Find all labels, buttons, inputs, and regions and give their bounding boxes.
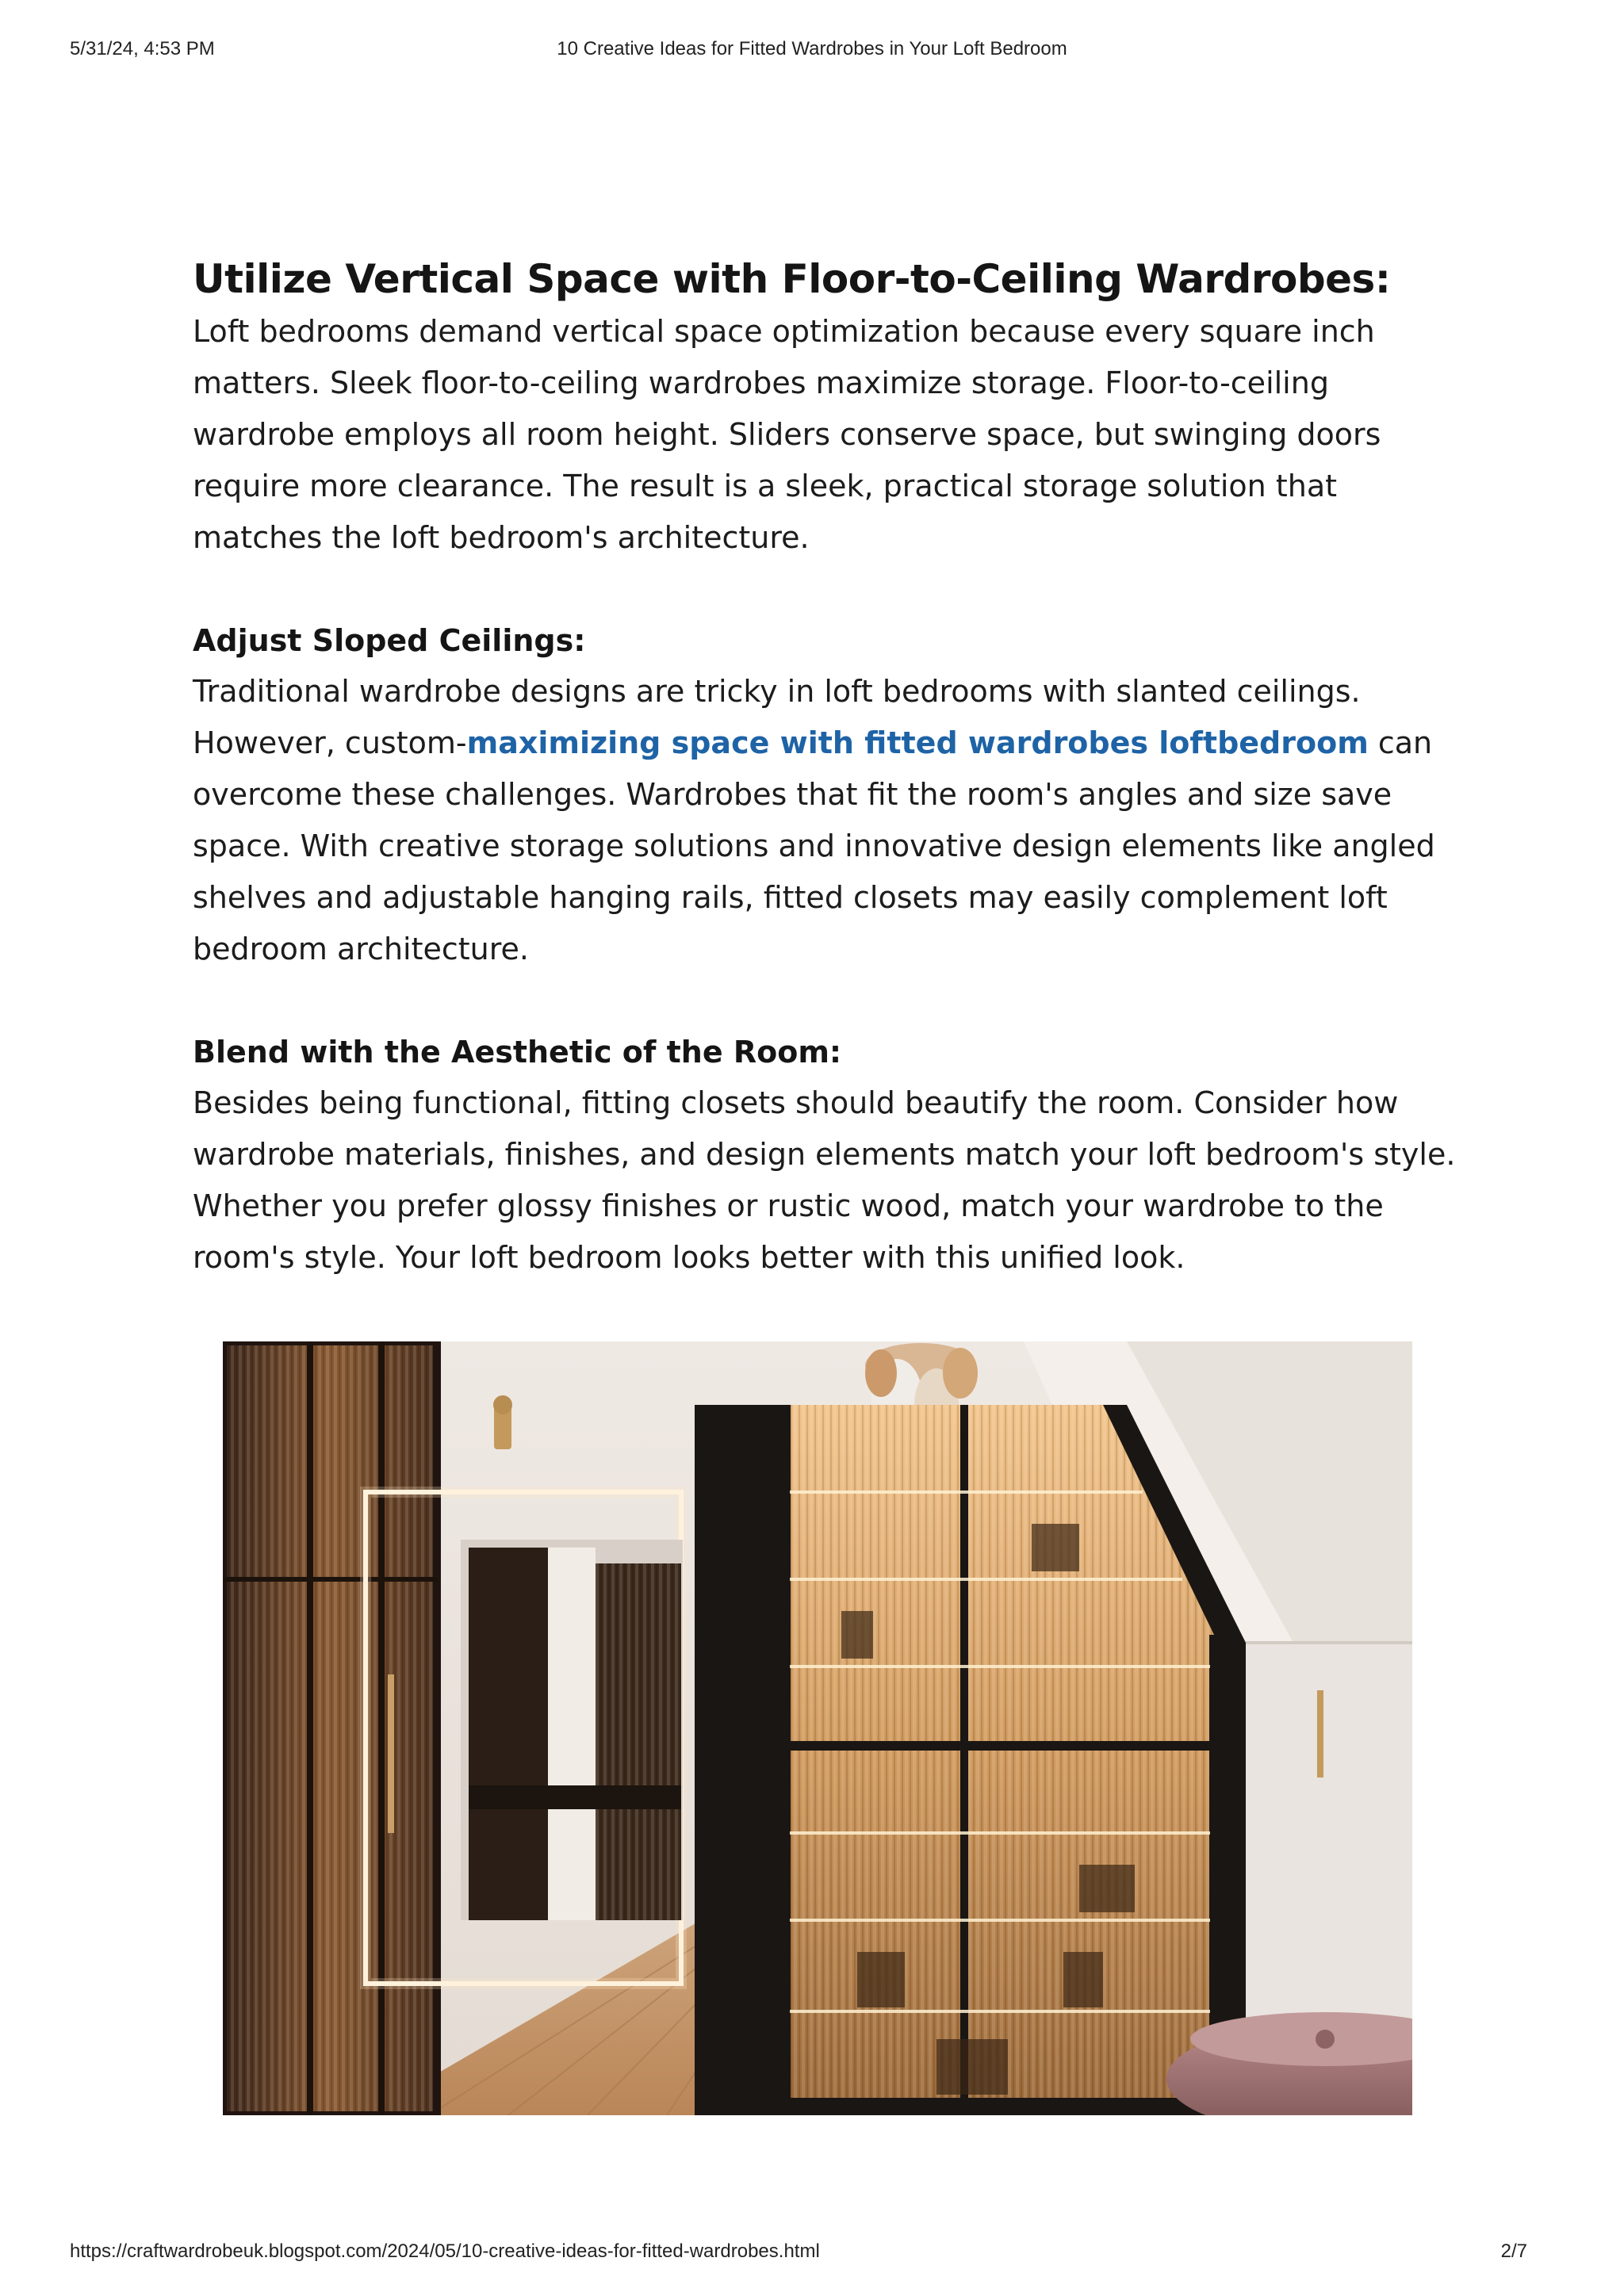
paragraph-gap xyxy=(193,564,1461,615)
print-timestamp: 5/31/24, 4:53 PM xyxy=(70,38,215,59)
article-content xyxy=(193,252,1461,1284)
body-text-before-link: Traditional wardrobe designs are tricky in loft bedrooms with slanted ceilings. However, custom- xyxy=(193,674,1361,760)
section-heading-aesthetic: Blend with the Aesthetic of the Room: xyxy=(193,1035,842,1070)
print-document-title: 10 Creative Ideas for Fitted Wardrobes in Your Loft Bedroom xyxy=(557,38,1067,59)
print-page-indicator: 2/7 xyxy=(1500,2241,1527,2262)
section-body-vertical-space: Loft bedrooms demand vertical space optimization because every square inch matters. Sleek floor-to-ceiling wardrobes maximize storage. Floor-to-ceiling wardrobe employs all room height. Sliders conserve space, but swinging doors require more clearance. The result is a sleek, practical storage solution that matches the loft bedroom's architecture. xyxy=(193,314,1381,555)
paragraph-gap xyxy=(193,975,1461,1027)
wardrobe-photo xyxy=(223,1341,1412,2115)
section-body-aesthetic: Besides being functional, fitting closets should beautify the room. Consider how wardrobe materials, finishes, and design elements match your loft bedroom's style. Whether you prefer glossy finishes or rustic wood, match your wardrobe to the room's style. Your loft bedroom looks better with this unified look. xyxy=(193,1085,1456,1275)
section-heading-sloped-ceilings: Adjust Sloped Ceilings: xyxy=(193,623,586,658)
section-heading-vertical-space: Utilize Vertical Space with Floor-to-Ceiling Wardrobes: xyxy=(193,256,1391,302)
fitted-wardrobes-link[interactable]: maximizing space with fitted wardrobes loftbedroom xyxy=(466,725,1369,760)
section-body-sloped-ceilings xyxy=(193,666,1461,975)
print-footer-url: https://craftwardrobeuk.blogspot.com/2024/05/10-creative-ideas-for-fitted-wardrobes.html xyxy=(70,2241,820,2262)
body-text-after-link: can overcome these challenges. Wardrobes that fit the room's angles and size save space. With creative storage solutions and innovative design elements like angled shelves and adjustable hanging rails, fitted closets may easily complement loft bedroom architecture. xyxy=(193,725,1435,966)
print-header xyxy=(0,38,1624,70)
